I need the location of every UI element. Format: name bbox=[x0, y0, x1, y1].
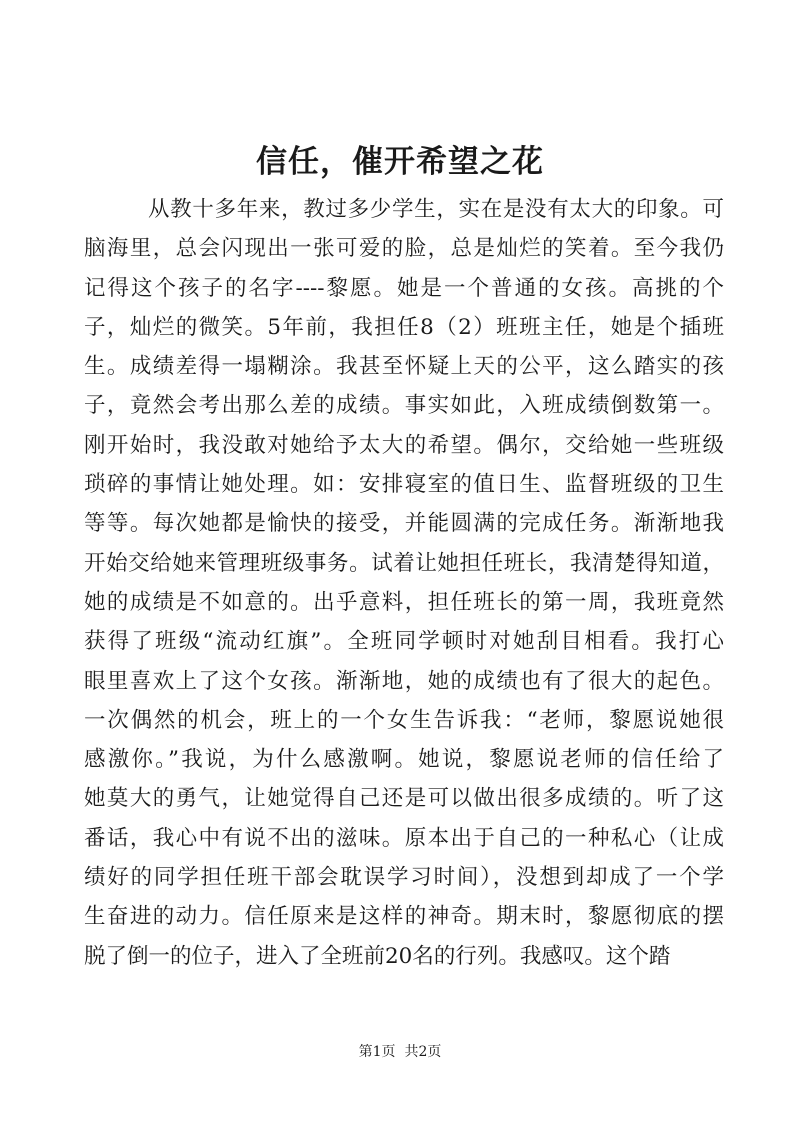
page-title: 信任，催开希望之花 bbox=[256, 144, 544, 180]
text-line: 绩好的同学担任班干部会耽误学习时间），没想到却成了一个学 bbox=[84, 865, 724, 891]
text-line: 子，竟然会考出那么差的成绩。事实如此，入班成绩倒数第一。 bbox=[84, 393, 724, 419]
text-line: 脱了倒一的位子，进入了全班前20名的行列。我感叹。这个踏 bbox=[84, 943, 671, 969]
text-line: 刚开始时，我没敢对她给予太大的希望。偶尔，交给她一些班级 bbox=[84, 432, 724, 458]
text-line: 琐碎的事情让她处理。如：安排寝室的值日生、监督班级的卫生 bbox=[84, 472, 724, 498]
text-line: 番话，我心中有说不出的滋味。原本出于自己的一种私心（让成 bbox=[84, 825, 724, 851]
text-line: 等等。每次她都是愉快的接受，并能圆满的完成任务。渐渐地我 bbox=[84, 511, 724, 537]
text-line: 一次偶然的机会，班上的一个女生告诉我：“老师，黎愿说她很 bbox=[84, 707, 724, 733]
article-body bbox=[84, 190, 724, 976]
text-line: 获得了班级“流动红旗”。全班同学顿时对她刮目相看。我打心 bbox=[84, 629, 724, 655]
text-line: 她莫大的勇气，让她觉得自己还是可以做出很多成绩的。听了这 bbox=[84, 786, 724, 812]
text-line: 生奋进的动力。信任原来是这样的神奇。期末时，黎愿彻底的摆 bbox=[84, 904, 724, 930]
text-line: 子，灿烂的微笑。5年前，我担任8（2）班班主任，她是个插班 bbox=[84, 314, 724, 340]
text-line: 从教十多年来，教过多少学生，实在是没有太大的印象。可 bbox=[148, 197, 724, 222]
text-line: 开始交给她来管理班级事务。试着让她担任班长，我清楚得知道， bbox=[84, 550, 724, 576]
text-line: 脑海里，总会闪现出一张可爱的脸，总是灿烂的笑着。至今我仍 bbox=[84, 236, 724, 262]
text-line: 她的成绩是不如意的。出乎意料，担任班长的第一周，我班竟然 bbox=[84, 589, 724, 615]
text-line: 记得这个孩子的名字----黎愿。她是一个普通的女孩。高挑的个 bbox=[84, 275, 724, 301]
text-line: 眼里喜欢上了这个女孩。渐渐地，她的成绩也有了很大的起色。 bbox=[84, 668, 724, 694]
text-line: 感激你。”我说，为什么感激啊。她说，黎愿说老师的信任给了 bbox=[84, 747, 724, 773]
page-footer: 第1页 共2页 bbox=[358, 1044, 442, 1060]
text-line: 生。成绩差得一塌糊涂。我甚至怀疑上天的公平，这么踏实的孩 bbox=[84, 354, 724, 380]
